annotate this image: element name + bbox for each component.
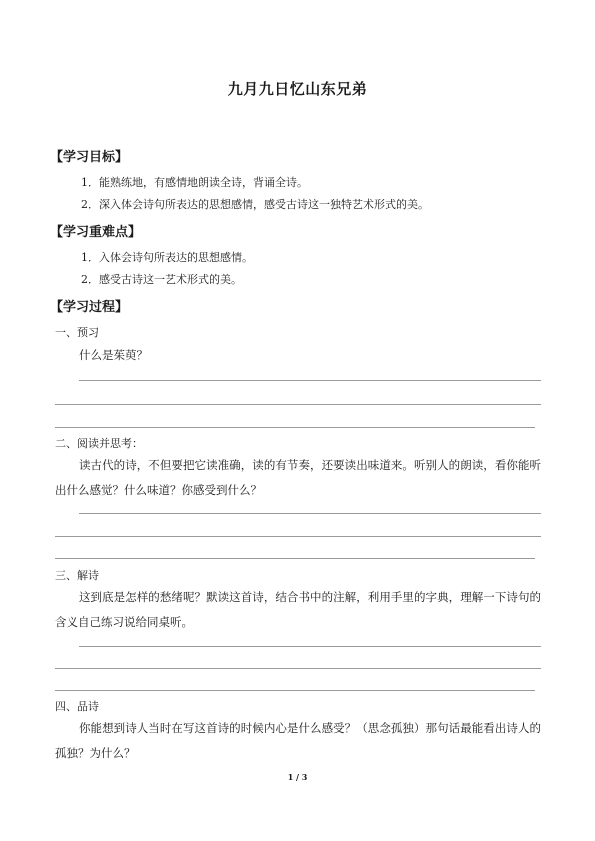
section-2-text: 读古代的诗，不但要把它读准确，读的有节奏，还要读出味道来。听别人的朗读，看你能听出什么感觉？什么味道？你感受到什么？ xyxy=(55,458,541,497)
section-1-label: 一、预习 xyxy=(55,326,99,339)
section-2-label: 二、阅读并思考： xyxy=(55,437,143,450)
section-4-label: 四、品诗 xyxy=(55,700,99,713)
process-heading: 【学习过程】 xyxy=(50,300,129,315)
answer-line xyxy=(79,646,541,647)
answer-line xyxy=(55,690,535,691)
section-1-text: 什么是茱萸？ xyxy=(79,348,148,362)
answer-line xyxy=(55,536,541,537)
objective-item-1: 1．能熟练地，有感情地朗读全诗，背诵全诗。 xyxy=(81,176,308,189)
page-title: 九月九日忆山东兄弟 xyxy=(227,80,368,98)
objectives-heading: 【学习目标】 xyxy=(50,150,129,165)
answer-line xyxy=(55,558,535,559)
section-4-text: 你能想到诗人当时在写这首诗的时候内心是什么感受？（思念孤独）那句话最能看出诗人的孤独？为什么？ xyxy=(55,721,541,760)
answer-line xyxy=(55,404,541,405)
answer-line xyxy=(79,513,541,514)
section-3-label: 三、解诗 xyxy=(55,569,99,582)
key-point-item-1: 1．入体会诗句所表达的思想感情。 xyxy=(81,251,253,264)
key-points-heading: 【学习重难点】 xyxy=(50,225,142,240)
key-point-item-2: 2．感受古诗这一艺术形式的美。 xyxy=(81,273,242,286)
answer-line xyxy=(55,668,541,669)
objective-item-2: 2．深入体会诗句所表达的思想感情，感受古诗这一独特艺术形式的美。 xyxy=(81,198,429,211)
answer-line xyxy=(79,380,541,381)
answer-line xyxy=(55,427,535,428)
section-3-text: 这到底是怎样的愁绪呢？默读这首诗，结合书中的注解，利用手里的字典，理解一下诗句的含义自己练习说给同桌听。 xyxy=(55,590,541,629)
page-number: 1 / 3 xyxy=(287,772,308,782)
